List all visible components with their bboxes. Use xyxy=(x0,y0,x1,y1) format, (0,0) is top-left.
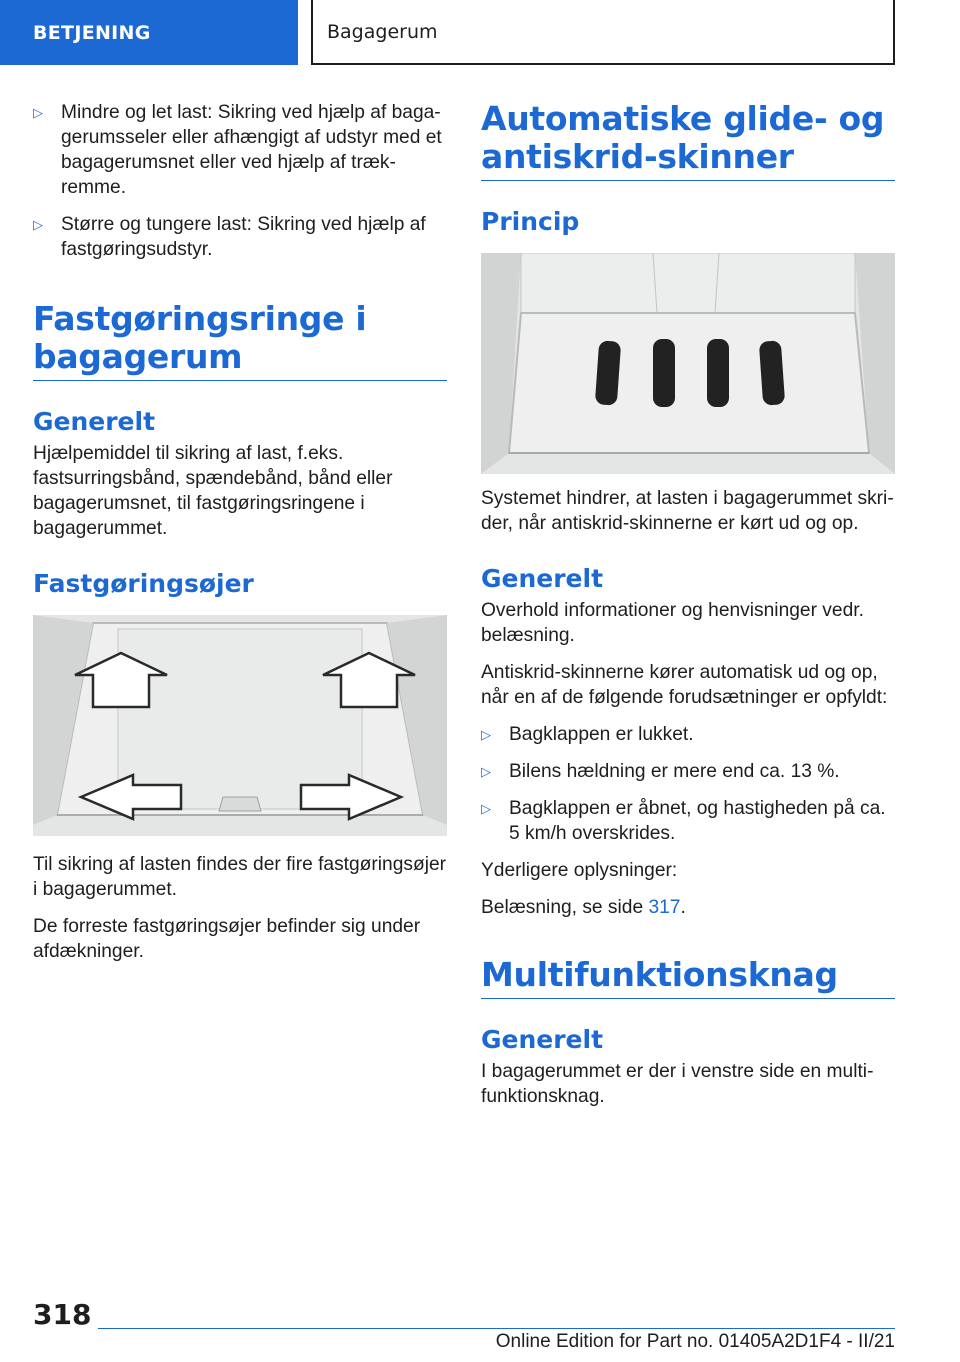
paragraph: Overhold informationer og henvisninger vedr. belæsning. xyxy=(481,600,864,646)
triangle-bullet-icon: ▷ xyxy=(481,801,491,816)
right-column xyxy=(481,100,895,1121)
triangle-bullet-icon: ▷ xyxy=(481,727,491,742)
list-item xyxy=(481,796,895,846)
subsection-heading: Generelt xyxy=(481,564,604,593)
page-link[interactable]: 317 xyxy=(648,897,681,918)
list-item xyxy=(33,100,447,200)
section-heading: Automatiske glide- og antiskrid-skinner xyxy=(481,100,895,181)
paragraph: Antiskrid-skinnerne kører automatisk ud og op, når en af de følgende forudsætninger er opfyldt: xyxy=(481,662,888,708)
paragraph: Hjælpemiddel til sikring af last, f.eks. fastsurringsbånd, spændebånd, bånd eller bagagerumsnet, til fastgøringsringene i bagagerummet. xyxy=(33,443,393,539)
list-item-text: Bilens hældning er mere end ca. 13 %. xyxy=(509,761,840,782)
list-item-text: Bagklappen er lukket. xyxy=(509,724,694,745)
list-item xyxy=(481,759,895,784)
paragraph: Yderligere oplysninger: xyxy=(481,860,678,881)
triangle-bullet-icon: ▷ xyxy=(481,764,491,779)
subsection-heading: Fastgøringsøjer xyxy=(33,569,254,598)
list-item-text: Større og tungere last: Sikring ved hjælp af fastgøringsudstyr. xyxy=(61,214,426,260)
subsection-heading: Generelt xyxy=(481,1025,604,1054)
cargo-eyes-illustration xyxy=(33,615,447,836)
list-item xyxy=(481,722,895,747)
antiskid-rails-illustration xyxy=(481,253,895,474)
subsection-heading: Princip xyxy=(481,207,580,236)
list-item xyxy=(33,212,447,262)
reference-suffix: . xyxy=(680,897,686,918)
page-number: 318 xyxy=(33,1298,92,1331)
paragraph: Til sikring af lasten findes der fire fastgøringsøjer i bagagerummet. xyxy=(33,854,447,900)
edition-label: Online Edition for Part no. 01405A2D1F4 - II/21 xyxy=(495,1331,895,1352)
chapter-tab xyxy=(311,0,895,65)
cross-reference xyxy=(481,895,895,920)
paragraph: De forreste fastgøringsøjer befinder sig under afdækninger. xyxy=(33,916,421,962)
section-heading: Multifunktionsknag xyxy=(481,956,895,999)
paragraph: Systemet hindrer, at lasten i bagagerummet skrider, når antiskrid-skinnerne er kørt ud og op. xyxy=(481,488,894,534)
reference-prefix: Belæsning, se side xyxy=(481,897,649,918)
footer-divider xyxy=(98,1328,895,1329)
chapter-title: Bagagerum xyxy=(327,20,438,43)
paragraph: I bagagerummet er der i venstre side en multifunktionsknag. xyxy=(481,1061,874,1107)
list-item-text: Bagklappen er åbnet, og hastigheden på ca. 5 km/h overskrides. xyxy=(509,798,886,844)
section-tab xyxy=(0,0,298,65)
section-title: BETJENING xyxy=(33,21,151,44)
cargo-eyes-figure xyxy=(33,615,447,836)
subsection-heading: Generelt xyxy=(33,407,156,436)
list-item-text: Mindre og let last: Sikring ved hjælp af bagagerumsseler eller afhængigt af udstyr med et bagagerumsnet eller ved hjælp af trækremme. xyxy=(61,102,442,198)
triangle-bullet-icon: ▷ xyxy=(33,105,43,120)
left-column xyxy=(33,100,447,976)
rails-figure xyxy=(481,253,895,474)
section-heading: Fastgøringsringe i bagagerum xyxy=(33,300,447,381)
triangle-bullet-icon: ▷ xyxy=(33,217,43,232)
